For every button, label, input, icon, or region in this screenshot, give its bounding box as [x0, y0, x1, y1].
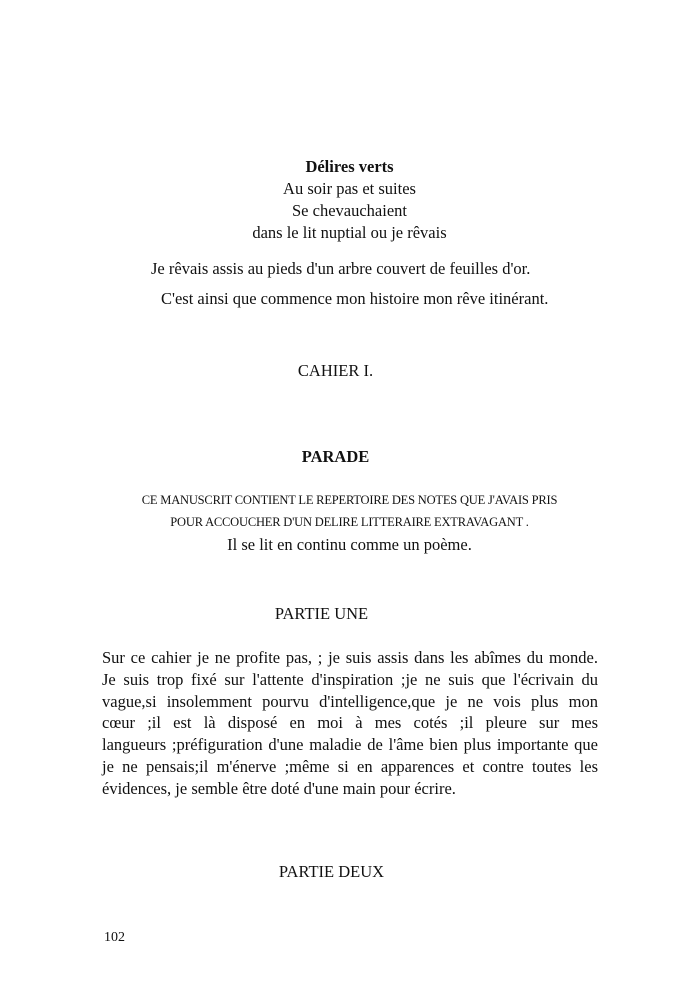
paragraph-line: Sur ce cahier je ne profite pas, ; je suis assis dans les abîmes du monde.: [102, 648, 598, 667]
manuscript-subline: Il se lit en continu comme un poème.: [227, 535, 472, 554]
poem-line-2: Se chevauchaient: [292, 201, 407, 220]
poem-line-1: Au soir pas et suites: [283, 179, 416, 198]
page-number: 102: [104, 930, 125, 945]
paragraph-line: évidences, je semble être doté d'une main pour écrire.: [102, 778, 456, 798]
intro-line-2: C'est ainsi que commence mon histoire mon rêve itinérant.: [161, 289, 549, 308]
body-paragraph: [102, 647, 598, 800]
paragraph-line: langueurs ;préfiguration d'une maladie de l'âme bien plus importante que: [102, 735, 598, 755]
poem-title: Délires verts: [305, 157, 394, 176]
cahier-heading: CAHIER I.: [297, 361, 374, 380]
partie-une-heading: PARTIE UNE: [274, 604, 369, 623]
intro-line-1: Je rêvais assis au pieds d'un arbre couvert de feuilles d'or.: [151, 259, 531, 278]
manuscript-note-line-1: CE MANUSCRIT CONTIENT LE REPERTOIRE DES NOTES QUE J'AVAIS PRIS: [141, 493, 558, 507]
poem-line-3: dans le lit nuptial ou je rêvais: [252, 223, 447, 242]
paragraph-line: cœur ;il est là disposé en moi à mes cotés ;il pleure sur mes: [102, 713, 598, 733]
parade-heading: PARADE: [301, 447, 370, 466]
manuscript-note-line-2: POUR ACCOUCHER D'UN DELIRE LITTERAIRE EXTRAVAGANT .: [170, 515, 529, 529]
paragraph-line: Je suis trop fixé sur l'attente d'inspiration ;je ne suis que l'écrivain du: [102, 669, 598, 689]
paragraph-line: je ne pensais;il m'énerve ;même si en apparences et contre toutes les: [102, 756, 598, 776]
paragraph-line: vague,si insolemment pourvu d'intelligence,que je ne vois plus mon: [102, 691, 598, 711]
partie-deux-heading: PARTIE DEUX: [278, 862, 385, 881]
